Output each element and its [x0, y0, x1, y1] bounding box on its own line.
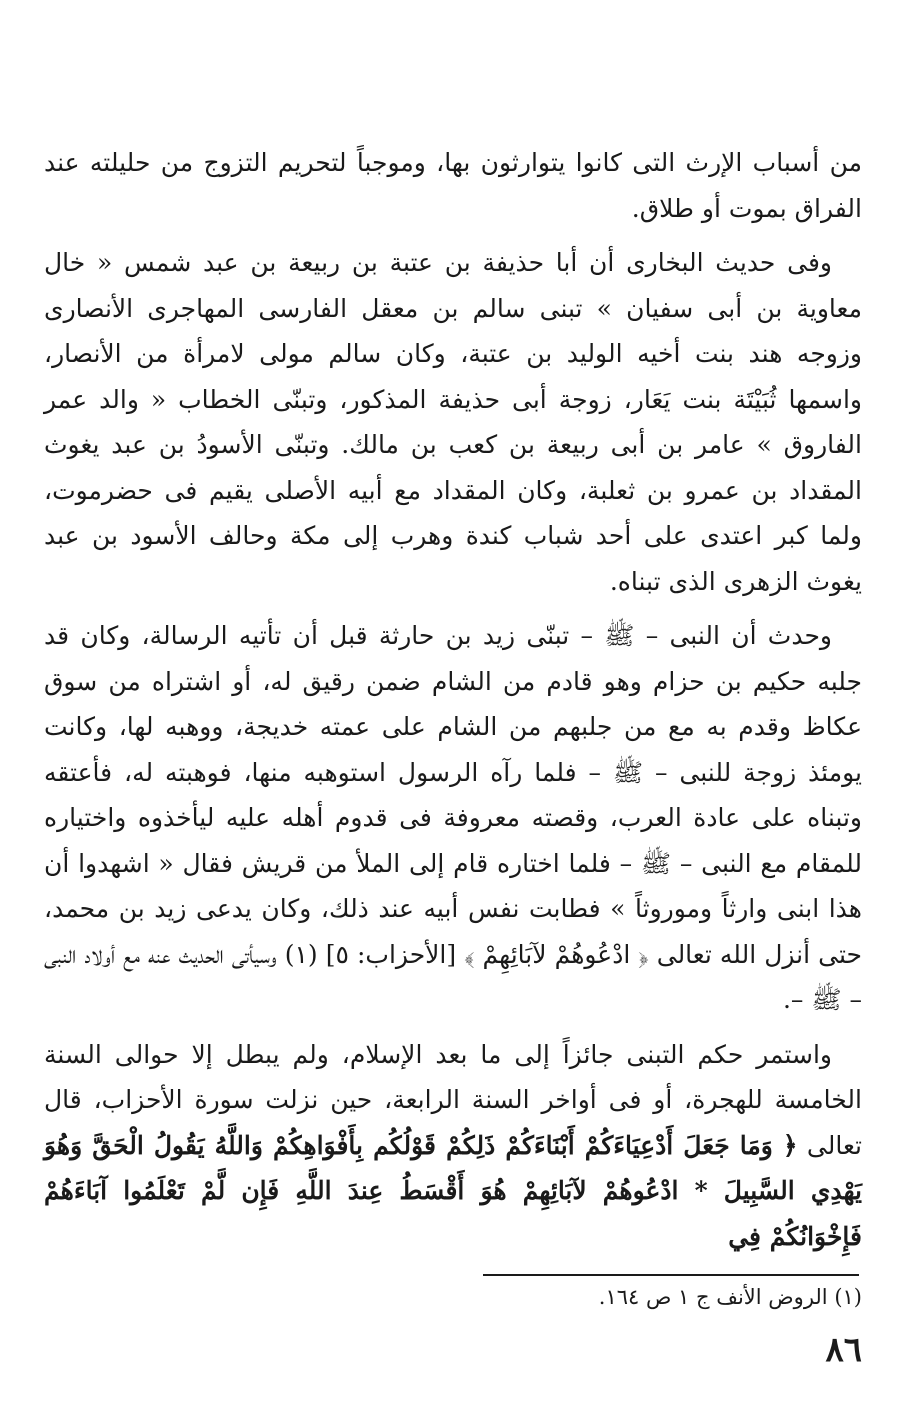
page-body	[44, 140, 862, 1259]
paragraph-inheritance: من أسباب الإرث التى كانوا يتوارثون بها، وموجباً لتحريم التزوج من حليلته عند الفراق بموت أو طلاق.	[44, 148, 862, 223]
page-number: ٨٦	[825, 1330, 862, 1370]
footnote: (١) الروض الأنف ج ١ ص ١٦٤.	[598, 1285, 862, 1309]
quran-verse: ﴿ وَمَا جَعَلَ أَدْعِيَاءَكُمْ أَبْنَاءَكُمْ ذَلِكُمْ قَوْلُكُم بِأَفْوَاهِكُمْ وَاللَّهُ يَقُولُ الْحَقَّ وَهُوَ يَهْدِي السَّبِيلَ * ادْعُوهُمْ لآبَائِهِمْ هُوَ أَقْسَطُ عِندَ اللَّهِ فَإِن لَّمْ تَعْلَمُوا آبَاءَهُمْ فَإِخْوَانُكُمْ فِي	[44, 1130, 862, 1251]
paragraph-adoption-ruling-text: واستمر حكم التبنى جائزاً إلى ما بعد الإسلام، ولم يبطل إلا حوالى السنة الخامسة للهجرة، أو فى أواخر السنة الرابعة، حين نزلت سورة الأحزاب، قال تعالى	[44, 1039, 862, 1160]
paragraph-adoption-ruling	[44, 1032, 862, 1260]
paragraph-zaid-bin-haritha: وحدث أن النبى – ﷺ – تبنّى زيد بن حارثة قبل أن تأتيه الرسالة، وكان قد جلبه حكيم بن حزام وهو قادم من الشام ضمن رقيق له، أو اشتراه من سوق عكاظ وقدم به مع من جلبهم من الشام على عمته خديجة، ووهبه لها، وكانت يومئذ زوجة للنبى – ﷺ – فلما رآه الرسول استوهبه منها، فوهبته له، فأعتقه وتبناه على عادة العرب، وقصته معروفة فى قدوم أهله عليه ليأخذوه واختياره للمقام مع النبى – ﷺ – فلما اختاره قام إلى الملأ من قريش فقال « اشهدوا أن هذا ابنى وارثاً وموروثاً » فطابت نفس أبيه عند ذلك، وكان يدعى زيد بن محمد، حتى أنزل الله تعالى ﴿ ادْعُوهُمْ لآبَائِهِمْ ﴾ [الأحزاب: ٥] (١) وسيأتى الحديث عنه مع أولاد النبى – ﷺ –.	[44, 621, 862, 1014]
footnote-divider	[483, 1274, 859, 1276]
paragraph-bukhari-hadith: وفى حديث البخارى أن أبا حذيفة بن عتبة بن ربيعة بن عبد شمس « خال معاوية بن أبى سفيان » تبنى سالم بن معقل الفارسى المهاجرى الأنصارى وزوجه هند بنت أخيه الوليد بن عتبة، وكان سالم مولى لامرأة من الأنصار، واسمها ثُبَيْتَة بنت يَعَار، زوجة أبى حذيفة المذكور، وتبنّى الخطاب « والد عمر الفاروق » عامر بن أبى ربيعة بن كعب بن مالك. وتبنّى الأسودُ بن عبد يغوث المقداد بن عمرو بن ثعلبة، وكان المقداد مع أبيه الأصلى يقيم فى حضرموت، ولما كبر اعتدى على أحد شباب كندة وهرب إلى مكة وحالف الأسود بن عبد يغوث الزهرى الذى تبناه.	[44, 248, 862, 596]
